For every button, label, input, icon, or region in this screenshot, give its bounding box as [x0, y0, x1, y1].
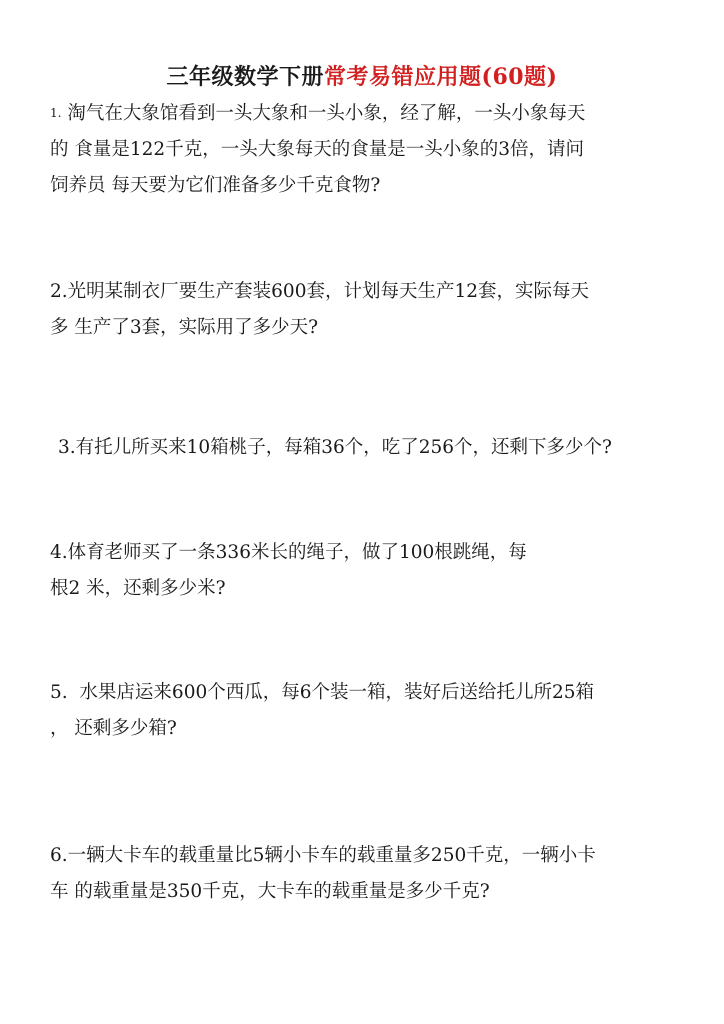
problem-4	[50, 535, 527, 607]
problem-5	[50, 675, 594, 747]
problem-6-number: 6.	[50, 845, 68, 866]
problem-1-text-1: 淘气在大象馆看到一头大象和一头小象，经了解，一头小象每天	[67, 103, 586, 124]
problem-1-line-2: 的 食量是122千克，一头大象每天的食量是一头小象的3倍，请问	[50, 139, 584, 160]
problem-1-number: 1.	[50, 106, 62, 120]
page-title	[0, 60, 724, 91]
problem-1	[50, 95, 585, 204]
problem-3-number: 3.	[58, 437, 76, 458]
problem-5-number: 5.	[50, 682, 68, 703]
problem-6-line-1	[50, 838, 596, 874]
problem-2-number: 2.	[50, 281, 68, 302]
problem-2-line-2: 多 生产了3套，实际用了多少天?	[50, 317, 319, 338]
problem-5-line-2: ， 还剩多少箱?	[50, 718, 177, 739]
problem-2	[50, 274, 589, 346]
problem-1-line-1	[50, 95, 585, 132]
problem-4-number: 4.	[50, 542, 68, 563]
problem-5-line-1	[50, 675, 594, 711]
problem-6-text-1: 一辆大卡车的载重量比5辆小卡车的载重量多250千克，一辆小卡	[67, 845, 596, 866]
problem-6-line-2: 车 的载重量是350千克，大卡车的载重量是多少千克?	[50, 881, 490, 902]
title-red-part: 常考易错应用题(60题)	[324, 64, 558, 90]
problem-6	[50, 838, 596, 910]
problem-2-text-1: 光明某制衣厂要生产套装600套，计划每天生产12套，实际每天	[67, 281, 590, 302]
title-black-part: 三年级数学下册	[166, 64, 325, 90]
problem-2-line-1	[50, 274, 589, 310]
problem-1-line-3: 饲养员 每天要为它们准备多少千克食物?	[50, 175, 381, 196]
problem-4-line-1	[50, 535, 527, 571]
problem-3-line-1	[58, 430, 612, 466]
problem-5-text-1: 水果店运来600个西瓜，每6个装一箱，装好后送给托儿所25箱	[79, 682, 595, 703]
problem-4-line-2: 根2 米，还剩多少米?	[50, 578, 226, 599]
problem-3-text-1: 有托儿所买来10箱桃子，每箱36个，吃了256个，还剩下多少个?	[75, 437, 612, 458]
problem-4-text-1: 体育老师买了一条336米长的绳子，做了100根跳绳，每	[67, 542, 527, 563]
problem-3	[58, 430, 612, 466]
